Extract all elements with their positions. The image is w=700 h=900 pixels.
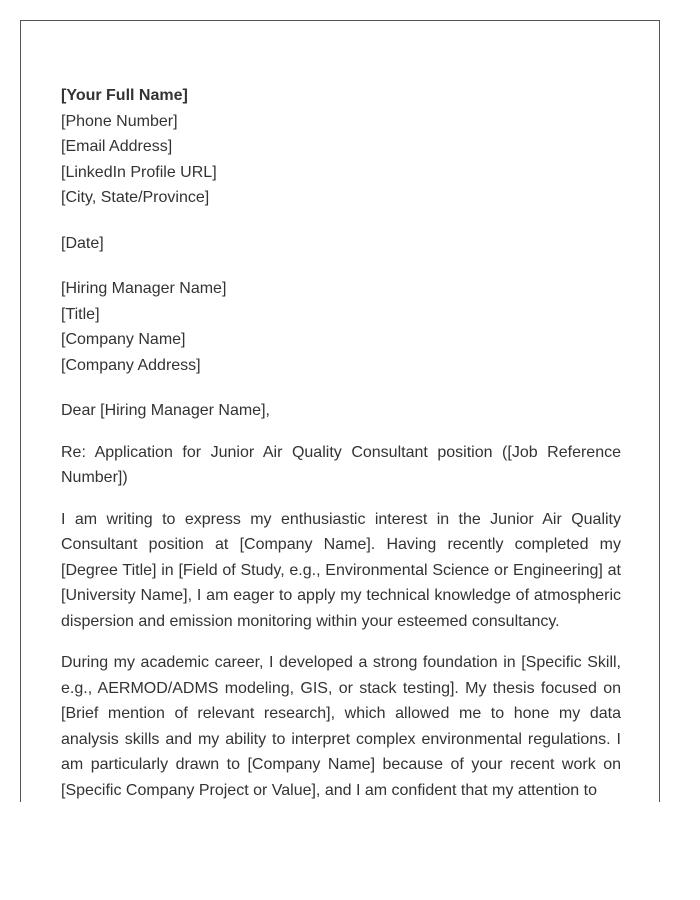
recipient-title: [Title] [61, 305, 100, 323]
date-block [61, 231, 621, 257]
recipient-block [61, 276, 621, 378]
sender-block [61, 83, 621, 211]
sender-location: [City, State/Province] [61, 189, 210, 206]
sender-phone: [Phone Number] [61, 112, 178, 130]
recipient-company-address: [Company Address] [61, 356, 201, 374]
letter-page [20, 20, 660, 802]
sender-linkedin: [LinkedIn Profile URL] [61, 163, 217, 181]
letter-date: [Date] [61, 234, 104, 252]
letter-content [61, 83, 621, 802]
sender-full-name: [Your Full Name] [61, 87, 188, 104]
sender-email: [Email Address] [61, 138, 173, 155]
body-paragraph-1: I am writing to express my enthusiastic interest in the Junior Air Quality Consultant position at [Company Name]. Having recently completed my [Degree Title] in [Field of Study, e.g., Environmental Science or Engineering] at [University Name], I am eager to apply my technical knowledge of atmospheric dispersion and emission monitoring within your esteemed consultancy. [61, 510, 621, 630]
recipient-manager-name: [Hiring Manager Name] [61, 280, 227, 297]
subject-line: Re: Application for Junior Air Quality Consultant position ([Job Reference Number]) [61, 443, 621, 486]
salutation: Dear [Hiring Manager Name], [61, 402, 270, 419]
body-paragraph-2: During my academic career, I developed a strong foundation in [Specific Skill, e.g., AERMOD/ADMS modeling, GIS, or stack testing]. My thesis focused on [Brief mention of relevant research], which allowed me to hone my data analysis skills and my ability to interpret complex environmental regulations. I am particularly drawn to [Company Name] because of your recent work on [Specific Company Project or Value], and I am confident that my attention to [61, 654, 621, 799]
recipient-company-name: [Company Name] [61, 331, 186, 348]
